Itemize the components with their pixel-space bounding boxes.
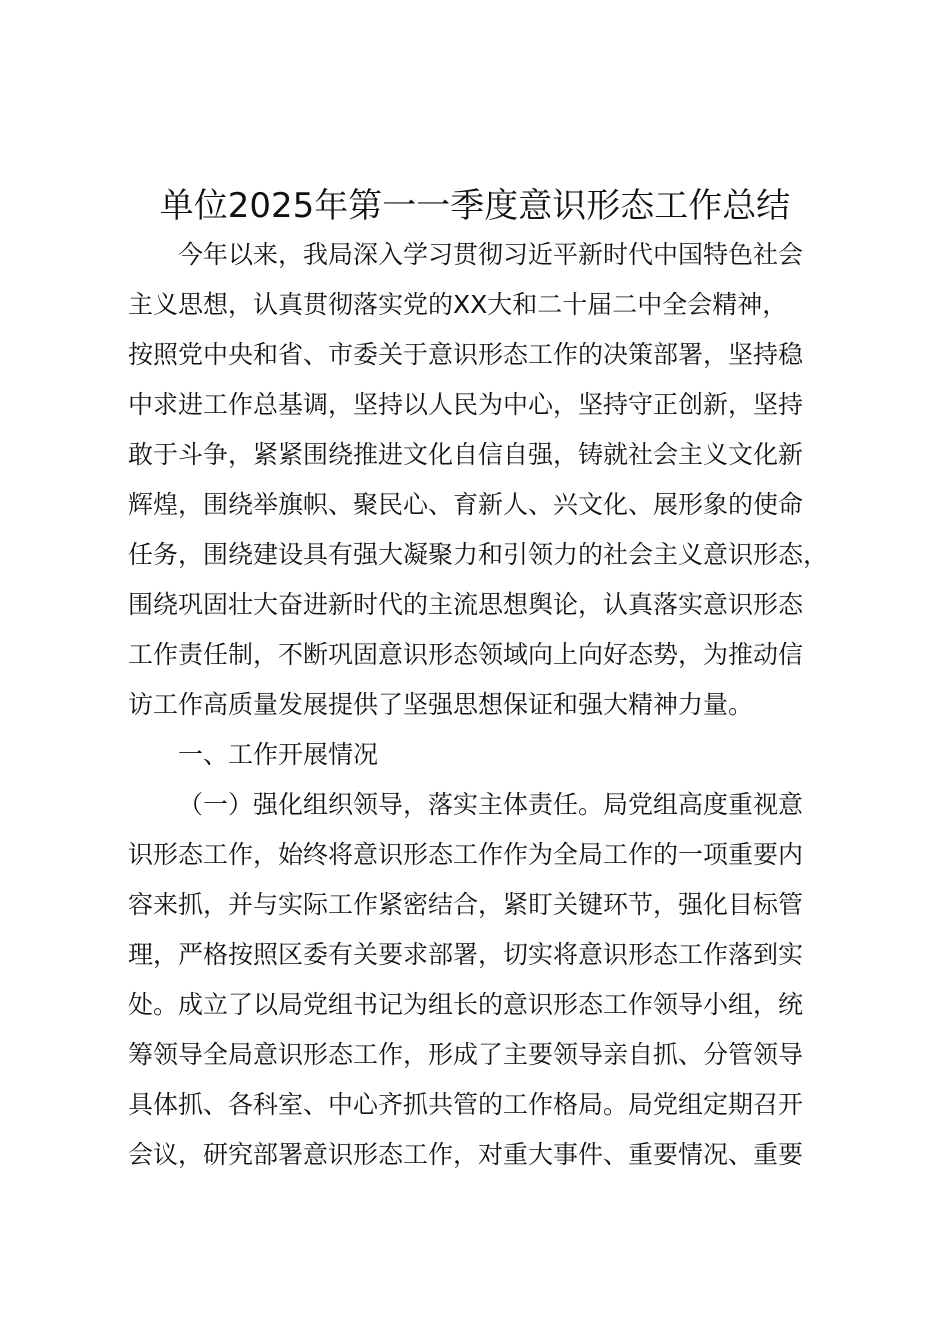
paragraph-2-line-8: 会议，研究部署意识形态工作，对重大事件、重要情况、重要 [128, 1140, 804, 1169]
document-title: 单位2025年第一一季度意识形态工作总结 [159, 186, 791, 226]
paragraph-2-line-3: 容来抓，并与实际工作紧密结合，紧盯关键环节，强化目标管 [128, 890, 804, 919]
paragraph-2-line-2: 识形态工作，始终将意识形态工作作为全局工作的一项重要内 [128, 840, 804, 869]
paragraph-1-line-6: 辉煌，围绕举旗帜、聚民心、育新人、兴文化、展形象的使命 [128, 490, 804, 519]
paragraph-1-line-1: 今年以来，我局深入学习贯彻习近平新时代中国特色社会 [178, 240, 804, 269]
paragraph-1-line-9: 工作责任制，不断巩固意识形态领域向上向好态势，为推动信 [128, 640, 804, 669]
paragraph-1-line-5: 敢于斗争，紧紧围绕推进文化自信自强，铸就社会主义文化新 [128, 440, 804, 469]
paragraph-2-line-7: 具体抓、各科室、中心齐抓共管的工作格局。局党组定期召开 [128, 1090, 804, 1119]
paragraph-2-line-1: （一）强化组织领导，落实主体责任。局党组高度重视意 [178, 790, 804, 819]
section-heading: 一、工作开展情况 [178, 740, 379, 769]
paragraph-2-line-6: 筹领导全局意识形态工作，形成了主要领导亲自抓、分管领导 [128, 1040, 804, 1069]
paragraph-1-line-10: 访工作高质量发展提供了坚强思想保证和强大精神力量。 [128, 690, 754, 719]
paragraph-1-line-3: 按照党中央和省、市委关于意识形态工作的决策部署，坚持稳 [128, 340, 804, 369]
paragraph-1-line-8: 围绕巩固壮大奋进新时代的主流思想舆论，认真落实意识形态 [128, 590, 804, 619]
paragraph-1-line-4: 中求进工作总基调，坚持以人民为中心，坚持守正创新，坚持 [128, 390, 804, 419]
paragraph-1-line-7: 任务，围绕建设具有强大凝聚力和引领力的社会主义意识形态， [128, 540, 829, 569]
paragraph-1-line-2: 主义思想，认真贯彻落实党的XX大和二十届二中全会精神， [128, 290, 788, 319]
paragraph-2-line-5: 处。成立了以局党组书记为组长的意识形态工作领导小组，统 [128, 990, 804, 1019]
paragraph-2-line-4: 理，严格按照区委有关要求部署，切实将意识形态工作落到实 [128, 940, 804, 969]
